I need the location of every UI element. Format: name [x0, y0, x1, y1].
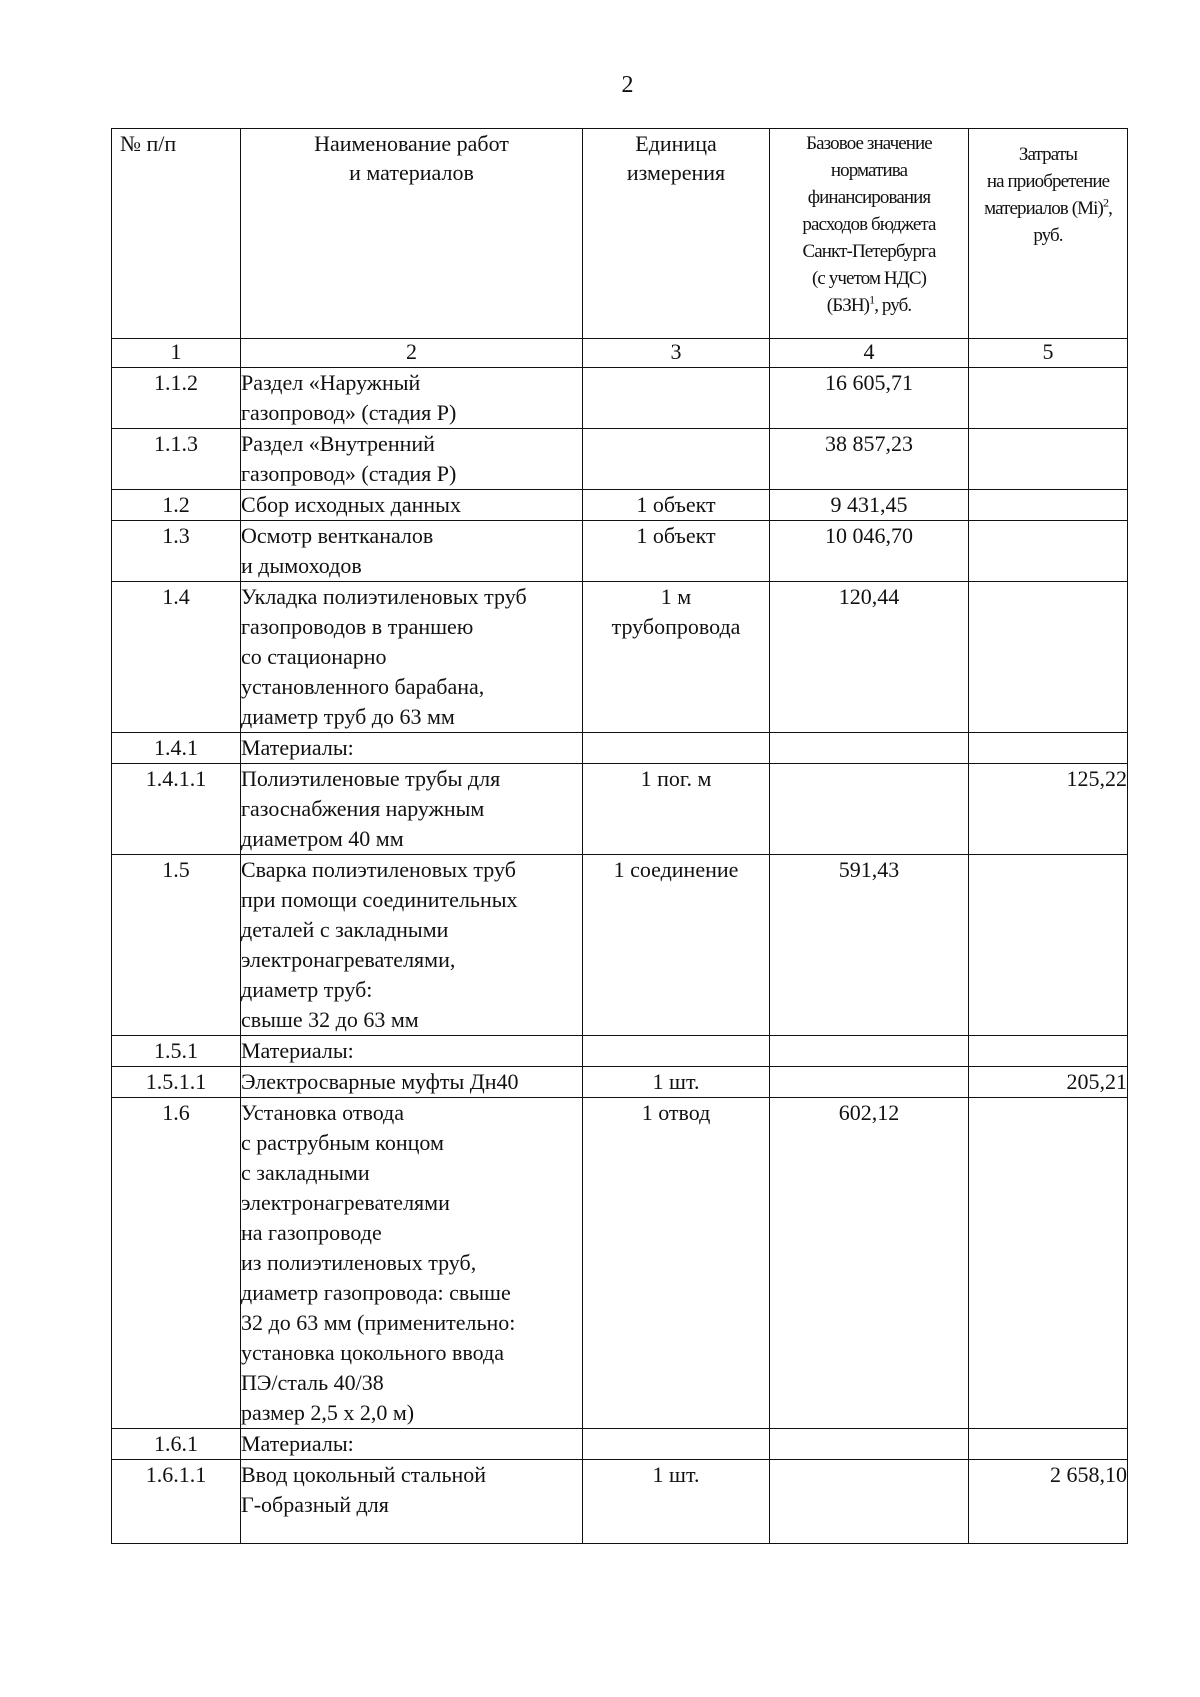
row-number: 1.4.1.1 — [112, 764, 241, 855]
row-material-cost — [969, 368, 1128, 429]
row-base-value: 16 605,71 — [770, 368, 969, 429]
row-material-cost — [969, 1036, 1128, 1067]
header-unit: Единица измерения — [583, 129, 770, 339]
row-unit: 1 пог. м — [583, 764, 770, 855]
row-number: 1.3 — [112, 521, 241, 582]
header-base-value: Базовое значение норматива финансирования расходов бюджета Санкт-Петербурга (с учетом НДС) (БЗН)$^1$, руб. — [770, 129, 969, 339]
column-index: 3 — [583, 339, 770, 368]
row-name: Раздел «Наружный газопровод» (стадия Р) — [241, 368, 583, 429]
row-name: Материалы: — [241, 1429, 583, 1460]
row-unit — [583, 429, 770, 490]
table-row — [112, 764, 1128, 855]
row-number: 1.5.1.1 — [112, 1067, 241, 1098]
row-base-value: 38 857,23 — [770, 429, 969, 490]
column-index-row — [112, 339, 1128, 368]
row-number: 1.6.1 — [112, 1429, 241, 1460]
table-row — [112, 855, 1128, 1036]
row-base-value — [770, 733, 969, 764]
row-unit: 1 соединение — [583, 855, 770, 1036]
row-name: Укладка полиэтиленовых труб газопроводов в траншею со стационарно установленного барабана, диаметр труб до 63 мм — [241, 582, 583, 733]
column-index: 4 — [770, 339, 969, 368]
row-base-value: 120,44 — [770, 582, 969, 733]
table-row — [112, 1429, 1128, 1460]
row-name: Ввод цокольный стальной Г-образный для — [241, 1460, 583, 1544]
row-name: Раздел «Внутренний газопровод» (стадия Р) — [241, 429, 583, 490]
row-name: Материалы: — [241, 733, 583, 764]
row-base-value: 10 046,70 — [770, 521, 969, 582]
row-base-value — [770, 1036, 969, 1067]
row-unit: 1 шт. — [583, 1460, 770, 1544]
header-name: Наименование работ и материалов — [241, 129, 583, 339]
table-row — [112, 1036, 1128, 1067]
column-index: 1 — [112, 339, 241, 368]
page-number: 2 — [621, 72, 634, 98]
row-number: 1.2 — [112, 490, 241, 521]
row-material-cost — [969, 855, 1128, 1036]
row-base-value — [770, 1429, 969, 1460]
table-row — [112, 733, 1128, 764]
table-row — [112, 1098, 1128, 1429]
row-base-value — [770, 764, 969, 855]
header-material-costs: Затраты на приобретение материалов $(Mi)^2$, руб. — [969, 129, 1128, 339]
row-material-cost: 125,22 — [969, 764, 1128, 855]
row-name: Материалы: — [241, 1036, 583, 1067]
row-material-cost: 205,21 — [969, 1067, 1128, 1098]
row-material-cost — [969, 582, 1128, 733]
row-unit — [583, 368, 770, 429]
row-base-value: 9 431,45 — [770, 490, 969, 521]
header-row — [112, 129, 1128, 339]
cost-table — [111, 128, 1128, 1544]
row-unit — [583, 1036, 770, 1067]
row-unit — [583, 1429, 770, 1460]
row-unit: 1 шт. — [583, 1067, 770, 1098]
table-row — [112, 521, 1128, 582]
row-number: 1.4.1 — [112, 733, 241, 764]
row-material-cost — [969, 429, 1128, 490]
row-base-value: 591,43 — [770, 855, 969, 1036]
row-unit — [583, 733, 770, 764]
row-number: 1.6.1.1 — [112, 1460, 241, 1544]
row-base-value — [770, 1460, 969, 1544]
row-name: Электросварные муфты Дн40 — [241, 1067, 583, 1098]
row-base-value — [770, 1067, 969, 1098]
header-number: № п/п — [112, 129, 241, 339]
table-row — [112, 1067, 1128, 1098]
row-name: Осмотр вентканалов и дымоходов — [241, 521, 583, 582]
row-material-cost — [969, 733, 1128, 764]
row-number: 1.6 — [112, 1098, 241, 1429]
row-number: 1.1.2 — [112, 368, 241, 429]
row-material-cost: 2 658,10 — [969, 1460, 1128, 1544]
row-unit: 1 м трубопровода — [583, 582, 770, 733]
row-material-cost — [969, 1098, 1128, 1429]
row-material-cost — [969, 521, 1128, 582]
row-base-value: 602,12 — [770, 1098, 969, 1429]
column-index: 2 — [241, 339, 583, 368]
row-material-cost — [969, 490, 1128, 521]
row-number: 1.1.3 — [112, 429, 241, 490]
row-name: Сварка полиэтиленовых труб при помощи соединительных деталей с закладными электронагревателями, диаметр труб: свыше 32 до 63 мм — [241, 855, 583, 1036]
row-unit: 1 отвод — [583, 1098, 770, 1429]
column-index: 5 — [969, 339, 1128, 368]
row-material-cost — [969, 1429, 1128, 1460]
row-unit: 1 объект — [583, 490, 770, 521]
table-row — [112, 368, 1128, 429]
row-number: 1.4 — [112, 582, 241, 733]
row-name: Установка отвода с раструбным концом с закладными электронагревателями на газопроводе из полиэтиленовых труб, диаметр газопровода: свыше 32 до 63 мм (применительно: установка цокольного ввода ПЭ/сталь 40/38 размер 2,5 х 2,0 м) — [241, 1098, 583, 1429]
table-row — [112, 1460, 1128, 1544]
row-unit: 1 объект — [583, 521, 770, 582]
table-row — [112, 429, 1128, 490]
row-number: 1.5 — [112, 855, 241, 1036]
row-name: Полиэтиленовые трубы для газоснабжения наружным диаметром 40 мм — [241, 764, 583, 855]
table-row — [112, 490, 1128, 521]
table-row — [112, 582, 1128, 733]
row-name: Сбор исходных данных — [241, 490, 583, 521]
row-number: 1.5.1 — [112, 1036, 241, 1067]
